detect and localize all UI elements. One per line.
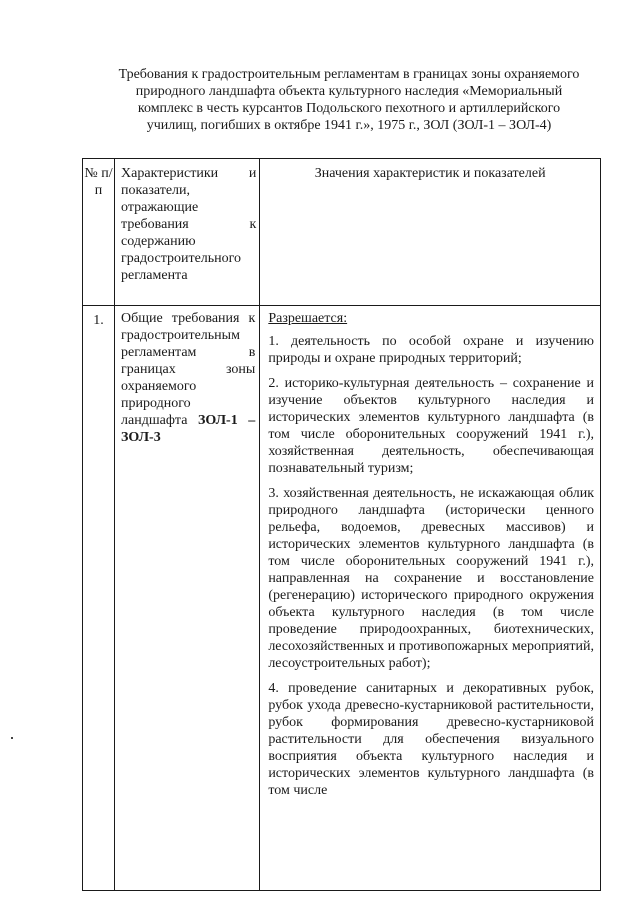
header-characteristics: Характеристики и показатели, отражающие требования к содержанию градостроительного регламента xyxy=(115,159,260,306)
scan-speck xyxy=(11,737,13,739)
allowed-heading: Разрешается: xyxy=(268,311,348,326)
row-values xyxy=(260,306,601,891)
header-number: № п/п xyxy=(83,159,115,306)
table-header-row xyxy=(83,159,601,306)
header-values: Значения характеристик и показателей xyxy=(260,159,601,306)
row-requirement xyxy=(115,306,260,891)
document-title: Требования к градостроительным регламентам в границах зоны охраняемого природного ландшафта объекта культурного наследия «Мемориальный комплекс в честь курсантов Подольского пехотного и артиллерийского училищ, погибших в октябре 1941 г.», 1975 г., ЗОЛ (ЗОЛ-1 – ЗОЛ-4) xyxy=(118,67,580,133)
requirements-table xyxy=(82,158,601,891)
requirement-text: Общие требования к градостроительным регламентам в границах зоны охраняемого природного ландшафта xyxy=(121,311,256,428)
table-row xyxy=(83,306,601,891)
list-item: 3. хозяйственная деятельность, не искажающая облик природного ландшафта (исторически ценного рельефа, водоемов, древесных массивов) и исторических элементов культурного ландшафта (в том числе оборонительных сооружений 1941 г.), направленная на сохранение и восстановление (регенерацию) исторического природного окружения объекта культурного наследия (в том числе проведение природоохранных, биотехнических, лесохозяйственных и противопожарных мероприятий, лесоустроительных работ); xyxy=(268,486,594,671)
list-item: 4. проведение санитарных и декоративных рубок, рубок ухода древесно-кустарниковой растительности, рубок формирования древесно-кустарниковой растительности для обеспечения визуального восприятия объекта культурного наследия и исторических элементов культурного ландшафта (в том числе xyxy=(268,681,594,798)
row-number: 1. xyxy=(83,306,115,891)
list-item: 1. деятельность по особой охране и изучению природы и охране природных территорий; xyxy=(268,334,594,366)
list-item: 2. историко-культурная деятельность – сохранение и изучение объектов культурного наследия и исторических элементов культурного ландшафта (в том числе оборонительных сооружений 1941 г.), хозяйственная деятельность, обеспечивающая познавательный туризм; xyxy=(268,376,594,476)
requirement-zones: ЗОЛ-1 – ЗОЛ-3 xyxy=(121,413,256,445)
